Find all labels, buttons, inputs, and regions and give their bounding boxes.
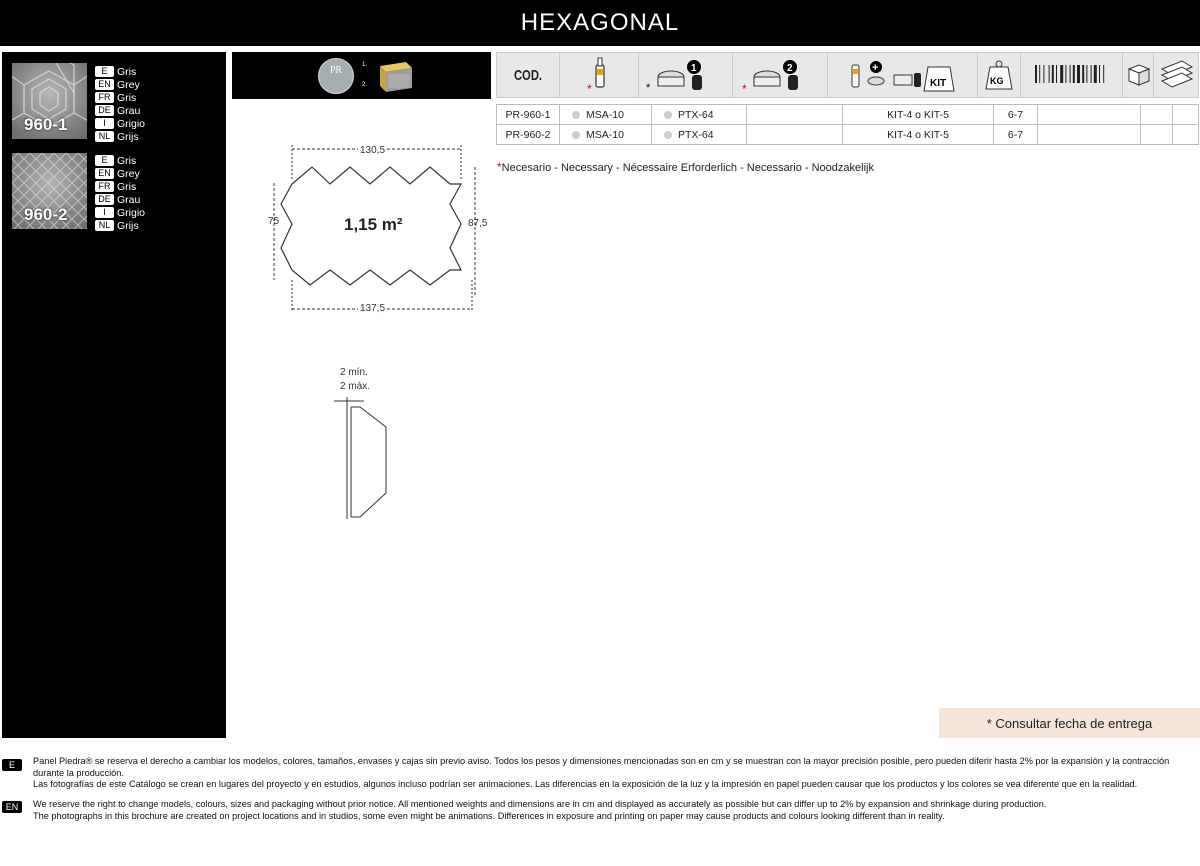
adhesive-cell [560,125,652,145]
paint-cell [652,105,747,125]
lang-tag: E [95,66,114,77]
paint-value: PTX-64 [678,128,714,141]
lang-row [95,206,145,219]
header-kit [828,53,978,97]
lang-tag: E [95,155,114,166]
weight-cell: 6-7 [994,125,1038,145]
brand-logo [318,58,354,94]
header-icon-row [496,52,1199,98]
brand-box [232,52,491,99]
footer-paragraph: We reserve the right to change models, colours, sizes and packaging without prior notice. All mentioned weights and dimensions are in cm and displayed as accurately as possible but can differ up to 2% by expansion and shrinkage during production. [33,799,1047,809]
adhesive-tube-icon [560,53,639,97]
header-barcode [1021,53,1123,97]
color-name: Grigio [117,206,146,219]
header-paint-step2 [733,53,828,97]
ref-cell: PR-960-1 [497,105,560,125]
cod-label: COD. [513,66,543,84]
lang-tag: DE [95,194,114,205]
thickness-min: 2 mín. [340,367,368,378]
paint-step-1-icon [639,53,733,97]
barcode-cell [1038,105,1141,125]
language-list [95,65,145,143]
adhesive-value: MSA-10 [586,128,624,141]
lang-tag: NL [95,220,114,231]
dim-right: 87,5 [468,218,488,229]
weight-cell: 6-7 [994,105,1038,125]
dim-left: 75 [268,216,280,227]
required-asterisk: * [497,160,502,174]
color-name: Gris [117,91,137,104]
header-paint-step1 [639,53,733,97]
box-icon [1123,53,1154,97]
lang-row [95,78,145,91]
ref-cell: PR-960-2 [497,125,560,145]
lang-tag: EN [95,168,114,179]
thickness-max: 2 máx. [340,381,371,392]
swatch-960-2 [12,153,87,229]
empty-cell [747,125,843,145]
box-cell [1141,125,1173,145]
color-name: Gris [117,65,137,78]
kit-cell: KIT-4 o KIT-5 [843,105,994,125]
lang-tag: I [95,118,114,129]
color-name: Grau [117,193,141,206]
lang-tag: NL [95,131,114,142]
footer-tag-e: E [2,759,22,771]
brand-logo-text: PR [329,65,343,76]
lang-row [95,130,145,143]
swatch-960-1 [12,63,87,139]
kit-cell: KIT-4 o KIT-5 [843,125,994,145]
color-name: Grijs [117,219,139,232]
lang-row [95,154,145,167]
empty-cell [747,105,843,125]
lang-row [95,193,145,206]
paint-value: PTX-64 [678,108,714,121]
barcode-icon [1021,53,1123,97]
lang-row [95,117,145,130]
step-number: 2 [787,63,793,74]
adhesive-value: MSA-10 [586,108,624,121]
sample-label: 1. [362,62,368,68]
color-name: Gris [117,180,137,193]
dim-bottom: 137,5 [360,303,386,314]
lang-tag: DE [95,105,114,116]
color-name: Grau [117,104,141,117]
footer-text-e [33,756,1198,791]
lang-row [95,65,145,78]
lang-tag: I [95,207,114,218]
color-dot [664,111,672,119]
header-weight [978,53,1021,97]
sidebar [2,52,226,738]
delivery-note: * Consultar fecha de entrega [939,708,1200,738]
paint-step-2-icon [733,53,828,97]
area-label: 1,15 m² [344,215,403,234]
product-table [496,104,1199,145]
lang-row [95,180,145,193]
color-dot [572,131,580,139]
product-code: 960-2 [24,205,68,224]
color-dot [572,111,580,119]
footer-paragraph: Panel Piedra® se reserva el derecho a cambiar los modelos, colores, tamaños, envases y cajas sin previo aviso. Todos los pesos y dimensiones mencionadas son en cm y se muestran con la mayor precisión posible, pero pueden diferir hasta 2% por la expansión y la contracción durante la producción. [33,756,1170,778]
kit-icon [828,53,978,97]
barcode-cell [1038,125,1141,145]
table-row [497,125,1199,145]
product-code: 960-1 [24,115,68,134]
kg-label: KG [990,76,1004,86]
step-number: 1 [691,63,697,74]
color-name: Grey [117,78,140,91]
sample-label: 2. [362,82,368,88]
lang-tag: FR [95,181,114,192]
weight-icon [978,53,1021,97]
page-title: HEXAGONAL [0,0,1200,46]
footer-paragraph: Las fotografías de este Catálogo se crean en lugares del proyecto y en estudios, algunos incluso podrían ser animaciones. Las diferencias en la exposición de la luz y la impresión en papel pueden causar que los productos y los colores se vea diferente que en la realidad. [33,779,1138,789]
footer-text-en [33,799,1198,822]
color-name: Gris [117,154,137,167]
pallet-cell [1173,105,1199,125]
lang-row [95,104,145,117]
header-pallet [1154,53,1198,97]
pallet-cell [1173,125,1199,145]
panel-profile-drawing [330,395,400,525]
necessary-note [497,160,874,174]
lang-tag: FR [95,92,114,103]
necessary-text: Necesario - Necessary - Nécessaire Erforderlich - Necessario - Noodzakelijk [501,162,874,174]
panel-sample-icon [372,60,414,94]
svg-text:*: * [742,82,747,96]
dim-top: 130,5 [360,145,386,156]
box-cell [1141,105,1173,125]
adhesive-cell [560,105,652,125]
svg-text:*: * [587,82,592,96]
kit-label: KIT [930,78,947,89]
pallet-stack-icon [1154,53,1198,97]
paint-cell [652,125,747,145]
footer-paragraph: The photographs in this brochure are created on project locations and in studios, some even might be animations. Differences in exposure and printing on paper may cause products and colours looking different than in reality. [33,810,945,821]
color-name: Grigio [117,117,146,130]
color-dot [664,131,672,139]
table-row [497,105,1199,125]
svg-text:*: * [646,82,651,94]
lang-row [95,167,145,180]
svg-text:+: + [872,62,879,74]
language-list [95,154,145,232]
lang-tag: EN [95,79,114,90]
color-name: Grijs [117,130,139,143]
footer-tag-en: EN [2,801,22,813]
lang-row [95,91,145,104]
color-name: Grey [117,167,140,180]
header-cod [497,53,560,97]
header-box [1123,53,1154,97]
lang-row [95,219,145,232]
header-adhesive [560,53,639,97]
